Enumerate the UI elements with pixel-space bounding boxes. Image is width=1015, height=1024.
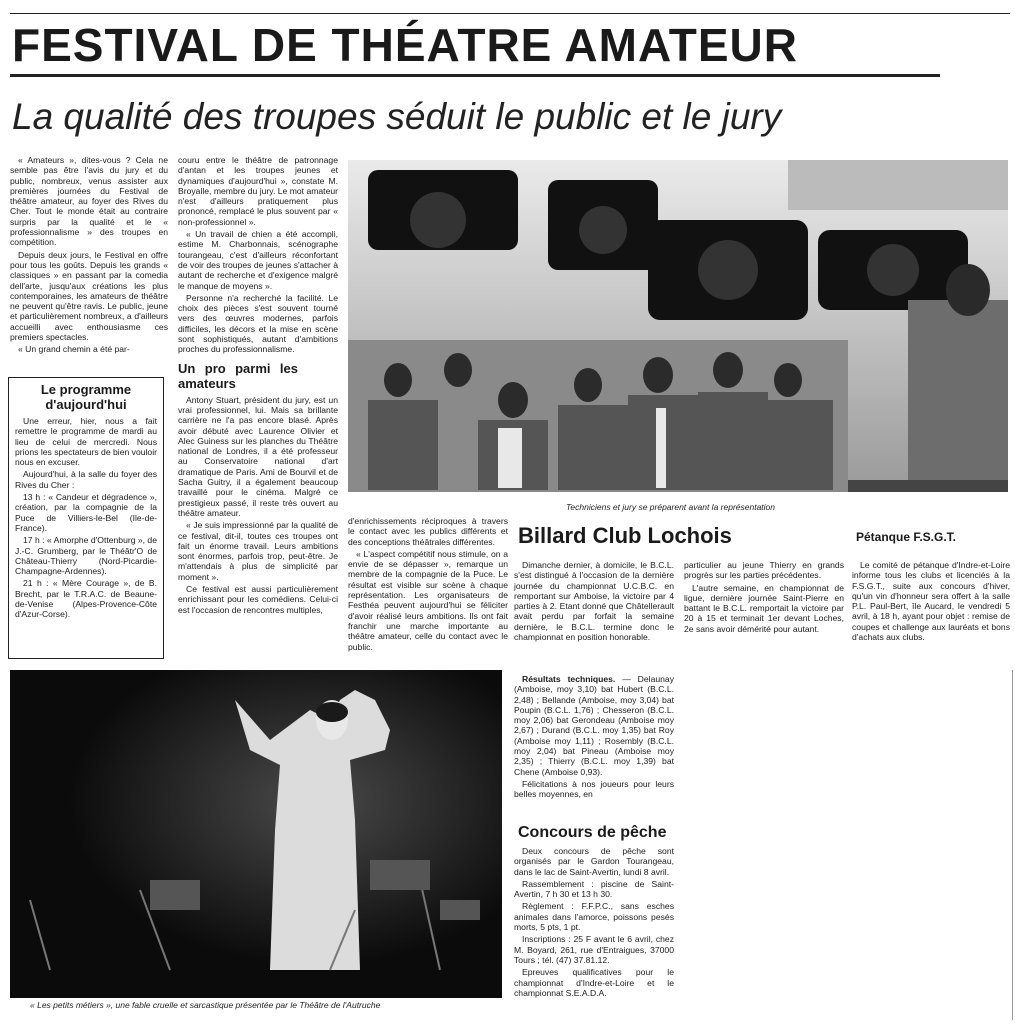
paragraph: Rassemblement : piscine de Saint-Avertin, 7 h 30 et 13 h 30. [514,878,674,900]
article-col-1 [10,155,168,357]
paragraph: « L'aspect compétitif nous stimule, on a envie de se dépasser », remarque un membre de la compagnie de la Puce. Le résultat est visible sur scène à chaque représentation. Les organisateurs de Festhéa peuvent aujourd'hui se féliciter d'avoir réalisé leurs ambitions. Ils ont fait franchir une marche importante au théâtre amateur, celle du contact avec le public. [348,548,508,652]
programme-title: Le programme d'aujourd'hui [40,382,132,412]
peche-text [514,846,674,1000]
paragraph: Règlement : F.F.P.C., sans esches animales dans l'amorce, poissons pesés morts, 5 pts, 1 pt. [514,901,674,933]
paragraph: Antony Stuart, président du jury, est un vrai professionnel, lui. Mais sa brillante carrière ne l'a pas encore blasé. Après avoir débuté avec Laurence Olivier et Alec Guiness sur les planches du Théâtre national de Londres, il a été professeur au Conservatoire national d'art dramatique de Paris. Ami de Bourvil et de Sacha Guitry, il a également beaucoup travaillé pour le cinéma. Malgré ce prestigieux passé, il reste très ouvert au théâtre amateur. [178,394,338,518]
paragraph: Depuis deux jours, le Festival en offre pour tous les goûts. Depuis les grands « classiques » en passant par la comedia dell'arte, jusqu'aux créations les plus contemporaines, les amateurs de théâtre ne peuvent qu'être ravis. Le public, jeune et particulièrement nombreux, a d'ailleurs accueilli avec enthousiasme ces premiers spectacles. [10,249,168,343]
paragraph: d'enrichissements réciproques à travers le contact avec les publics différents et des conceptions théâtrales différentes. [348,516,508,547]
paragraph: 21 h : « Mère Courage », de B. Brecht, par le T.R.A.C. de Beaune-de-Venise (Alpes-Provence-Côte d'Azur-Corse). [15,578,157,620]
billard-results [514,674,674,802]
paragraph: 17 h : « Amorphe d'Ottenburg », de J.-C. Grumberg, par le Théâtr'O de Château-Thierry (Nord-Picardie-Champagne-Ardennes). [15,535,157,577]
results-text: — Delaunay (Amboise, moy 3,10) bat Hubert (B.C.L. 2,48) ; Bellande (Amboise, moy 3,04) bat Poupin (B.C.L. 1,76) ; Chesseron (B.C.L. moy 2,06) bat Gerondeau (Amboise moy 2,67) ; Durand (B.C.L. moy 1,35) bat Roy (Amboise moy 1,11) ; Rosembly (B.C.L. moy 2,04) bat Pineau (Amboise moy 2,35) ; Thierry (B.C.L. moy 1,39) bat Chene (Amboise 0,93). [514,674,674,777]
article-col-2 [178,155,338,617]
billard-title: Billard Club Lochois [518,523,732,548]
paragraph: Personne n'a recherché la facilité. Le choix des pièces s'est souvent tourné vers des œuvres modernes, parfois difficiles, les décors et la mise en scène sont sophistiqués, autant d'ambitions proches du professionnalisme. [178,292,338,355]
petanque-title: Pétanque F.S.G.T. [856,530,957,544]
photo-technicians-jury [348,160,1008,492]
paragraph: « Je suis impressionné par la qualité de ce festival, dit-il, toutes ces troupes ont fait un énorme travail. Leurs ambitions sont énormes, parfois trop, peut-être. Je m'attendais à plus de simplicité par moment ». [178,520,338,582]
headline-rule [10,74,940,77]
petanque-text [852,560,1010,644]
billard-col-1 [514,560,674,644]
paragraph: particulier au jeune Thierry en grands progrès sur les parties précédentes. [684,560,844,581]
peche-title: Concours de pêche [518,824,667,841]
subheadline: La qualité des troupes séduit le public et le jury [12,96,782,137]
photo-petits-metiers [10,670,502,998]
paragraph: Dimanche dernier, à domicile, le B.C.L. s'est distingué à l'occasion de la dernière journée du championnat U.C.B.C. en remportant sur Amboise, la victoire par 4 parties à 2. Etant donné que Châtellerault avait perdu par forfait la semaine dernière, le B.C.L. termine donc le championnat en position honorable. [514,560,674,643]
paragraph: couru entre le théâtre de patronnage d'antan et les troupes jeunes et dynamiques d'aujourd'hui », constate M. Broyalle, membre du jury. Le mot amateur n'est d'ailleurs pratiquement plus prononcé, remplacé le plus souvent par « non-professionnel ». [178,155,338,227]
paragraph: Aujourd'hui, à la salle du foyer des Rives du Cher : [15,469,157,490]
paragraph: L'autre semaine, en championnat de ligue, dernière journée Saint-Pierre en battant le B.C.L. remportait la victoire par 20 à 15 et terminait 1er devant Loches, 2e sans avoir démérité pour autant. [684,582,844,634]
paragraph: « Un travail de chien a été accompli, estime M. Charbonnais, scénographe tourangeau, c'est d'ailleurs réconfortant de voir des troupes de jeunes s'attacher à autant de recherche et d'exigence malgré le manque de moyens ». [178,229,338,291]
paragraph: Le comité de pétanque d'Indre-et-Loire informe tous les clubs et licenciés à la F.S.G.T., suite aux concours d'hiver, qu'un vin d'honneur sera offert à la salle P.L. Paul-Bert, île Aucard, le vendredi 5 avril, à 18 h, ayant pour objet : remise de coupes et challenge aux lauréats et bons d'achats aux clubs. [852,560,1010,643]
programme-box [8,377,164,659]
paragraph: Inscriptions : 25 F avant le 6 avril, chez M. Boyard, 261, rue d'Entraigues, 37000 Tours ; tél. (47) 37.81.12. [514,934,674,965]
section-heading: Un pro parmi les amateurs [178,360,298,391]
paragraph: Deux concours de pêche sont organisés par le Gardon Tourangeau, dans le lac de Saint-Avertin, lundi 8 avril. [514,846,674,877]
photo-illustration [10,670,502,998]
photo-caption-bottom: « Les petits métiers », une fable cruelle et sarcastique présentée par le Théâtre de l'Autruche [30,1000,381,1010]
paragraph: Epreuves qualificatives pour le championnat d'Indre-et-Loire et le championnat S.E.A.D.A. [514,967,674,998]
article-col-3 [348,516,508,654]
paragraph: Ce festival est aussi particulièrement enrichissant pour les comédiens. Celui-ci est l'occasion de rencontres multiples, [178,583,338,615]
photo-caption-top: Techniciens et jury se préparent avant la représentation [566,502,776,512]
paragraph: Une erreur, hier, nous a fait remettre le programme de mardi au lieu de celui de mercredi. Nous prions les spectateurs de bien vouloir nous en excuser. [15,416,157,468]
photo-illustration [348,160,1008,492]
paragraph: Félicitations à nos joueurs pour leurs belles moyennes, en [514,778,674,800]
right-edge-rule [1012,670,1013,1020]
top-rule [10,13,1010,14]
results-label: Résultats techniques. [522,674,616,684]
paragraph: « Amateurs », dites-vous ? Cela ne semble pas être l'avis du jury et du public, nombreux, venus assister aux premières journées du Festival de théâtre amateur, au foyer des Rives du Cher. Tout le monde était au contraire surpris par la qualité et le « professionnalisme » des troupes en compétition. [10,155,168,248]
billard-col-2 [684,560,844,636]
paragraph: 13 h : « Candeur et dégradence », création, par la compagnie de la Puce de Villiers-le-Bel (Ile-de-France). [15,492,157,533]
paragraph: « Un grand chemin a été par- [18,344,130,355]
headline: FESTIVAL DE THÉATRE AMATEUR [12,19,798,71]
